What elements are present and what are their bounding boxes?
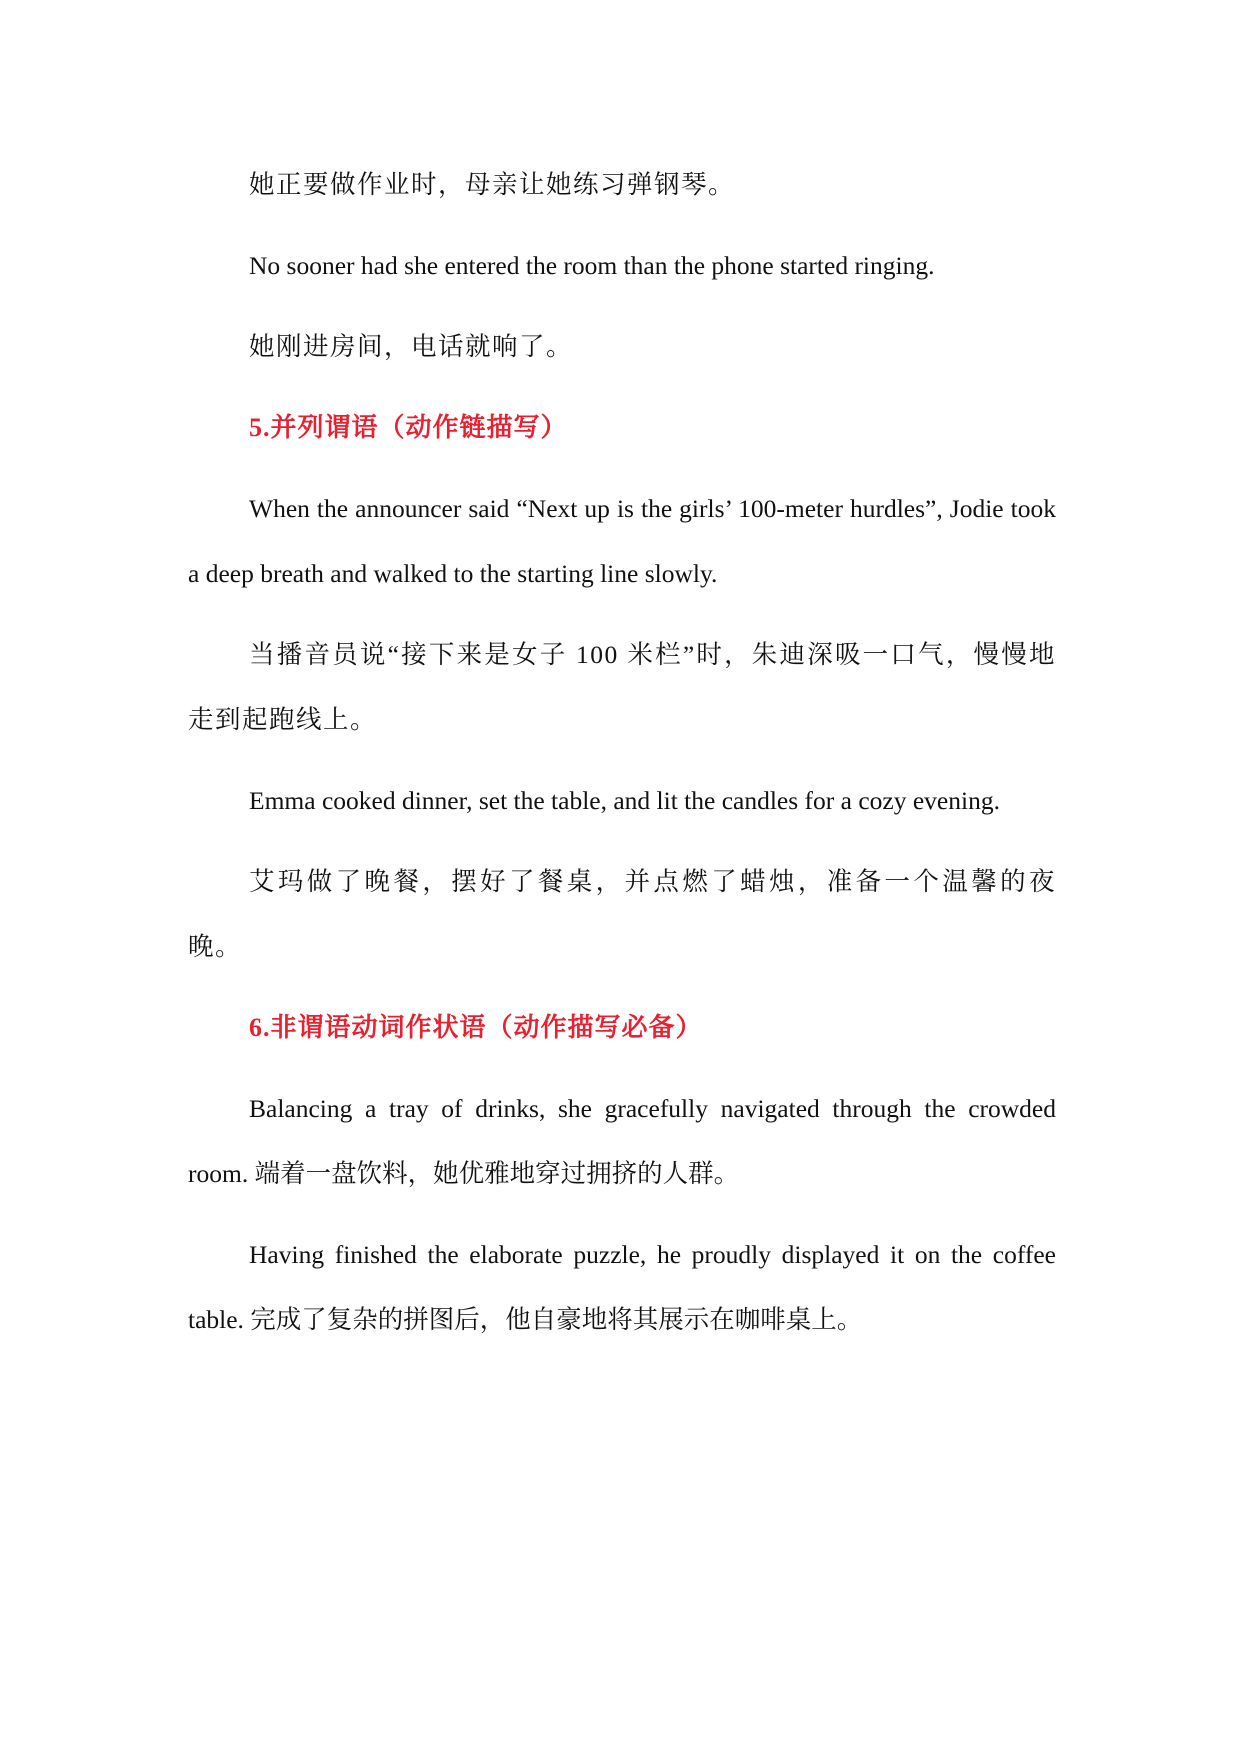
section-heading-5: 5.并列谓语（动作链描写） <box>249 413 568 442</box>
paragraph-translation-4: 艾玛做了晚餐，摆好了餐桌，并点燃了蜡烛，准备一个温馨的夜晚。 <box>188 867 1056 961</box>
paragraph-example-puzzle: Having finished the elaborate puzzle, he proudly displayed it on the coffee table. 完成了复杂的拼图后，他自豪地将其展示在咖啡桌上。 <box>188 1240 1056 1334</box>
paragraph-example-emma: Emma cooked dinner, set the table, and lit the candles for a cozy evening. <box>249 786 1000 815</box>
paragraph-translation-3: 当播音员说“接下来是女子 100 米栏”时，朱迪深吸一口气，慢慢地走到起跑线上。 <box>188 640 1056 734</box>
paragraph-translation-1: 她正要做作业时，母亲让她练习弹钢琴。 <box>249 170 736 199</box>
section-heading-6: 6.非谓语动词作状语（动作描写必备） <box>249 1013 703 1042</box>
paragraph-example-no-sooner: No sooner had she entered the room than the phone started ringing. <box>249 251 935 280</box>
paragraph-example-balancing: Balancing a tray of drinks, she gracefully navigated through the crowded room. 端着一盘饮料，她优雅地穿过拥挤的人群。 <box>188 1094 1056 1188</box>
document-body <box>188 152 1056 1352</box>
paragraph-example-announcer: When the announcer said “Next up is the girls’ 100-meter hurdles”, Jodie took a deep breath and walked to the starting line slowly. <box>188 494 1056 588</box>
paragraph-translation-2: 她刚进房间，电话就响了。 <box>249 332 574 361</box>
